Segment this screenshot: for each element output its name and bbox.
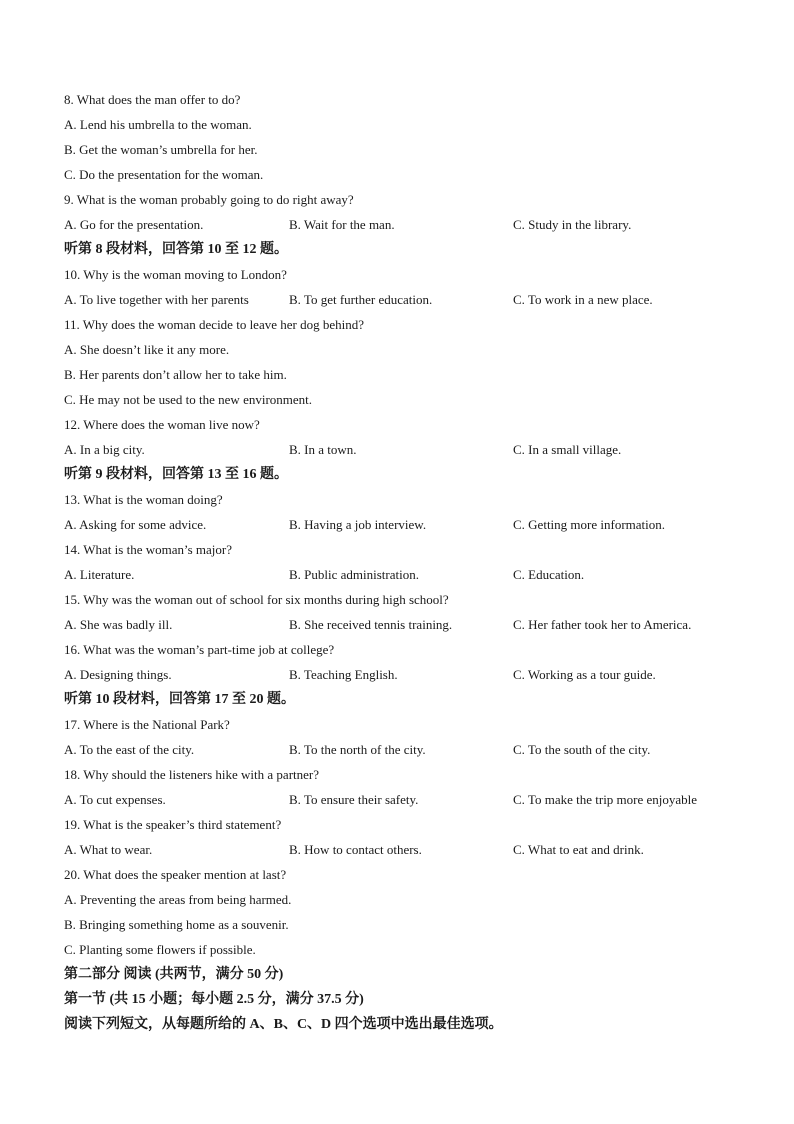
option-a: A. To live together with her parents <box>64 292 249 307</box>
option-b: B. Wait for the man. <box>289 217 395 232</box>
option-a: A. She was badly ill. <box>64 617 173 632</box>
option-c: C. To the south of the city. <box>513 742 651 757</box>
question-text: 19. What is the speaker’s third statement? <box>64 817 282 832</box>
option-text: C. Planting some flowers if possible. <box>64 942 256 957</box>
option-a: A. Designing things. <box>64 667 172 682</box>
option-row <box>64 787 764 812</box>
option-row <box>64 512 764 537</box>
option-a: A. Literature. <box>64 567 135 582</box>
question-text: 16. What was the woman’s part-time job at college? <box>64 642 335 657</box>
option-a: A. To the east of the city. <box>64 742 195 757</box>
option-c: C. Study in the library. <box>513 217 632 232</box>
option-text: C. Do the presentation for the woman. <box>64 167 264 182</box>
question-text: 18. Why should the listeners hike with a partner? <box>64 767 320 782</box>
option-c: C. Working as a tour guide. <box>513 667 656 682</box>
option-row <box>64 437 764 462</box>
option-a: A. Asking for some advice. <box>64 517 207 532</box>
option-c: C. Her father took her to America. <box>513 617 692 632</box>
option-c: C. To make the trip more enjoyable <box>513 792 698 807</box>
section-heading: 听第 9 段材料，回答第 13 至 16 题。 <box>64 467 288 482</box>
option-text: B. Bringing something home as a souvenir. <box>64 917 289 932</box>
option-row <box>64 287 764 312</box>
option-row <box>64 837 764 862</box>
section-heading: 第一节 (共 15 小题；每小题 2.5 分，满分 37.5 分) <box>64 992 364 1007</box>
option-b: B. Having a job interview. <box>289 517 427 532</box>
option-text: A. Lend his umbrella to the woman. <box>64 117 252 132</box>
option-text: C. He may not be used to the new environment. <box>64 392 313 407</box>
option-row <box>64 612 764 637</box>
question-text: 12. Where does the woman live now? <box>64 417 260 432</box>
option-c: C. What to eat and drink. <box>513 842 644 857</box>
option-b: B. Public administration. <box>289 567 419 582</box>
option-c: C. Getting more information. <box>513 517 666 532</box>
option-b: B. To the north of the city. <box>289 742 426 757</box>
option-b: B. How to contact others. <box>289 842 422 857</box>
section-heading: 听第 8 段材料，回答第 10 至 12 题。 <box>64 242 288 257</box>
option-b: B. To get further education. <box>289 292 433 307</box>
option-text: B. Her parents don’t allow her to take him. <box>64 367 287 382</box>
option-a: A. What to wear. <box>64 842 153 857</box>
section-heading: 第二部分 阅读 (共两节，满分 50 分) <box>64 967 284 982</box>
option-c: C. In a small village. <box>513 442 622 457</box>
question-text: 13. What is the woman doing? <box>64 492 223 507</box>
option-c: C. To work in a new place. <box>513 292 653 307</box>
option-a: A. To cut expenses. <box>64 792 166 807</box>
option-b: B. Teaching English. <box>289 667 398 682</box>
option-text: A. Preventing the areas from being harmed. <box>64 892 292 907</box>
question-text: 9. What is the woman probably going to do right away? <box>64 192 354 207</box>
option-row <box>64 662 764 687</box>
option-c: C. Education. <box>513 567 585 582</box>
question-text: 20. What does the speaker mention at last? <box>64 867 287 882</box>
question-text: 15. Why was the woman out of school for six months during high school? <box>64 592 449 607</box>
question-text: 14. What is the woman’s major? <box>64 542 233 557</box>
option-b: B. To ensure their safety. <box>289 792 419 807</box>
option-a: A. In a big city. <box>64 442 145 457</box>
question-text: 11. Why does the woman decide to leave her dog behind? <box>64 317 364 332</box>
section-heading: 阅读下列短文，从每题所给的 A、B、C、D 四个选项中选出最佳选项。 <box>64 1017 503 1032</box>
option-row <box>64 562 764 587</box>
option-a: A. Go for the presentation. <box>64 217 204 232</box>
option-b: B. In a town. <box>289 442 357 457</box>
option-row <box>64 737 764 762</box>
question-text: 17. Where is the National Park? <box>64 717 230 732</box>
question-text: 8. What does the man offer to do? <box>64 92 241 107</box>
option-row <box>64 212 764 237</box>
section-heading: 听第 10 段材料，回答第 17 至 20 题。 <box>64 692 295 707</box>
option-b: B. She received tennis training. <box>289 617 453 632</box>
option-text: A. She doesn’t like it any more. <box>64 342 230 357</box>
option-text: B. Get the woman’s umbrella for her. <box>64 142 258 157</box>
question-text: 10. Why is the woman moving to London? <box>64 267 287 282</box>
